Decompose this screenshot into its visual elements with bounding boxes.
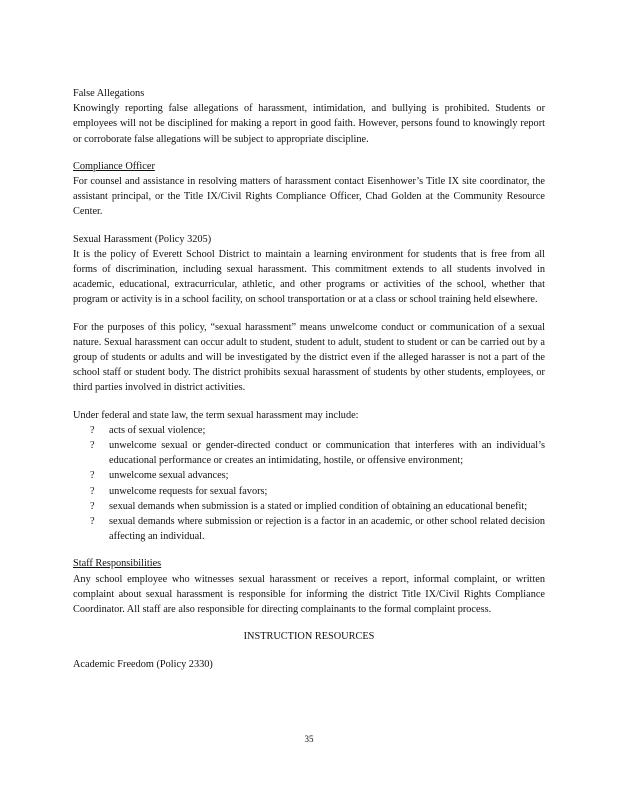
sexual-harassment-policy-paragraph: It is the policy of Everett School District to maintain a learning environment for students that is free from all forms of discrimination, including sexual harassment. This commitment extends to all students involved in academic, educational, extracurricular, athletic, and other programs or activities of the school, whether that program or activity is in a school facility, on school transportation or at a class or school training held elsewhere. (73, 248, 545, 306)
bullet-icon: ? (90, 440, 95, 452)
sexual-harassment-list (73, 423, 545, 545)
false-allegations-body: Knowingly reporting false allegations of harassment, intimidation, and bullying is prohibited. Students or employees will not be disciplined for making a report in good faith. However, persons found to knowingly report or corroborate false allegations will be subject to appropriate discipline. (73, 103, 545, 145)
sexual-harassment-list-intro: Under federal and state law, the term sexual harassment may include: (73, 409, 359, 421)
sexual-harassment-definition-paragraph: For the purposes of this policy, “sexual harassment” means unwelcome conduct or communication of a sexual nature. Sexual harassment can occur adult to student, student to adult, student to student or can be carried out by a group of students or adults and will be investigated by the district even if the alleged harasser is not a part of the school staff or student body. The district prohibits sexual harassment of students by other students, employees, or third parties involved in district activities. (73, 321, 545, 394)
compliance-officer-body: For counsel and assistance in resolving matters of harassment contact Eisenhower’s Title IX site coordinator, the assistant principal, or the Title IX/Civil Rights Compliance Officer, Chad Golden at the Community Resource Center. (73, 176, 545, 218)
instruction-resources-heading: INSTRUCTION RESOURCES (243, 631, 375, 643)
page-number: 35 (304, 734, 314, 744)
false-allegations-heading: False Allegations (73, 88, 145, 99)
document-page (73, 86, 545, 672)
staff-responsibilities-heading: Staff Responsibilities (73, 558, 162, 570)
list-item: ? acts of sexual violence; (73, 423, 545, 438)
staff-responsibilities-body: Any school employee who witnesses sexual harassment or receives a report, informal complaint, or written complaint about sexual harassment is responsible for informing the district Title IX/Civil Rights Compliance Coordinator. All staff are also responsible for directing complainants to the formal complaint process. (73, 573, 545, 616)
bullet-icon: ? (90, 424, 95, 436)
list-item: ? sexual demands where submission or rejection is a factor in an academic, or other school related decision affecting an individual. (90, 516, 545, 543)
academic-freedom-heading: Academic Freedom (Policy 2330) (73, 658, 213, 670)
list-item: ? unwelcome requests for sexual favors; (73, 484, 545, 499)
sexual-harassment-heading: Sexual Harassment (Policy 3205) (73, 233, 212, 245)
compliance-officer-heading: Compliance Officer (73, 160, 155, 172)
bullet-icon: ? (90, 470, 95, 482)
list-item: ? unwelcome sexual advances; (73, 468, 545, 483)
bullet-icon: ? (90, 516, 95, 528)
list-item: ? sexual demands when submission is a stated or implied condition of obtaining an educational benefit; (73, 499, 545, 514)
bullet-icon: ? (90, 485, 95, 497)
bullet-icon: ? (90, 500, 95, 512)
list-item: ? unwelcome sexual or gender-directed conduct or communication that interferes with an individual’s educational performance or creates an intimidating, hostile, or offensive environment; (90, 440, 545, 467)
